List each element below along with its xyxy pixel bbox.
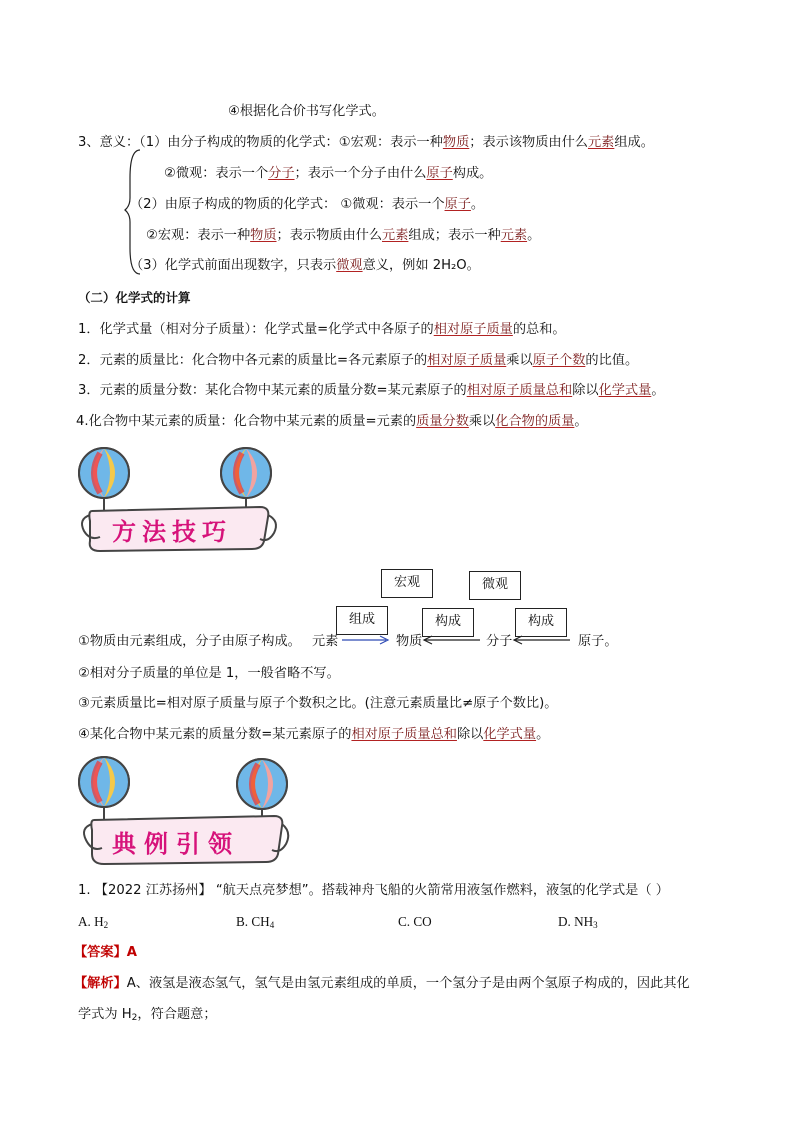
diagram-substance: 物质 <box>396 634 423 649</box>
option-a: A. $H_2$ <box>78 914 109 930</box>
tip-3: ③元素质量比=相对原子质量与原子个数积之比。(注意元素质量比≠原子个数比)。 <box>78 696 558 711</box>
ball-right-icon <box>237 759 287 809</box>
option-d: D. $NH_3$ <box>558 914 598 930</box>
analysis-line-1: 【解析】A、液氢是液态氢气，氢气是由氢元素组成的单质，一个氢分子是由两个氢原子构成的，因此其化 <box>74 976 690 991</box>
meaning-line-1: 3、意义：（1）由分子构成的物质的化学式：①宏观：表示一种物质；表示该物质由什么元素组成。 <box>78 135 654 150</box>
diagram-molecule: 分子 <box>486 634 513 649</box>
option-c: C. CO <box>398 914 432 929</box>
tip-2: ②相对分子质量的单位是 1，一般省略不写。 <box>78 666 340 681</box>
tip-4: ④某化合物中某元素的质量分数=某元素原子的相对原子质量总和除以化学式量。 <box>78 727 550 742</box>
diagram-atom: 原子。 <box>578 634 618 649</box>
tip-1: ①物质由元素组成，分子由原子构成。 <box>78 634 301 649</box>
box-construct-2: 构成 <box>515 608 567 637</box>
option-b: B. $CH_4$ <box>236 914 275 930</box>
diagram-element: 元素 <box>312 634 339 649</box>
meaning-line-3: （2）由原子构成的物质的化学式： ①微观：表示一个原子。 <box>130 197 485 212</box>
meaning-line-2: ②微观：表示一个分子；表示一个分子由什么原子构成。 <box>164 166 493 181</box>
item-4: ④根据化合价书写化学式。 <box>228 104 385 119</box>
calc-line-2: 2．元素的质量比：化合物中各元素的质量比=各元素原子的相对原子质量乘以原子个数的比值。 <box>78 353 639 368</box>
arrow-left-icon <box>424 636 480 644</box>
calc-line-1: 1．化学式量（相对分子质量）：化学式量=化学式中各原子的相对原子质量的总和。 <box>78 322 566 337</box>
box-macro: 宏观 <box>381 569 433 598</box>
ball-left-icon <box>79 448 129 498</box>
ball-right-icon <box>221 448 271 498</box>
ball-left-icon <box>79 757 129 807</box>
question-stem: 1. 【2022 江苏扬州】 “航天点亮梦想”。搭载神舟飞船的火箭常用液氢作燃料，液氢的化学式是（ ） <box>78 883 669 898</box>
meaning-line-4: ②宏观：表示一种物质；表示物质由什么元素组成；表示一种元素。 <box>146 228 541 243</box>
banner-title-method: 方法技巧 <box>112 517 232 546</box>
calc-line-4: 4.化合物中某元素的质量：化合物中某元素的质量=元素的质量分数乘以化合物的质量。 <box>76 414 588 429</box>
calc-line-3: 3．元素的质量分数：某化合物中某元素的质量分数=某元素原子的相对原子质量总和除以化学式量。 <box>78 383 665 398</box>
analysis-line-2: 学式为 $H_2$，符合题意； <box>78 1007 217 1023</box>
arrow-right-icon <box>342 636 388 644</box>
box-micro: 微观 <box>469 571 521 600</box>
box-compose: 组成 <box>336 606 388 635</box>
diagram-arrows <box>330 630 580 650</box>
arrow-left-icon <box>514 636 570 644</box>
answer: 【答案】A <box>74 945 137 960</box>
box-construct-1: 构成 <box>422 608 474 637</box>
banner-title-example: 典例引领 <box>112 829 240 858</box>
meaning-line-5: （3）化学式前面出现数字，只表示微观意义，例如 2H₂O。 <box>130 258 480 273</box>
section-heading: （二）化学式的计算 <box>78 290 191 305</box>
